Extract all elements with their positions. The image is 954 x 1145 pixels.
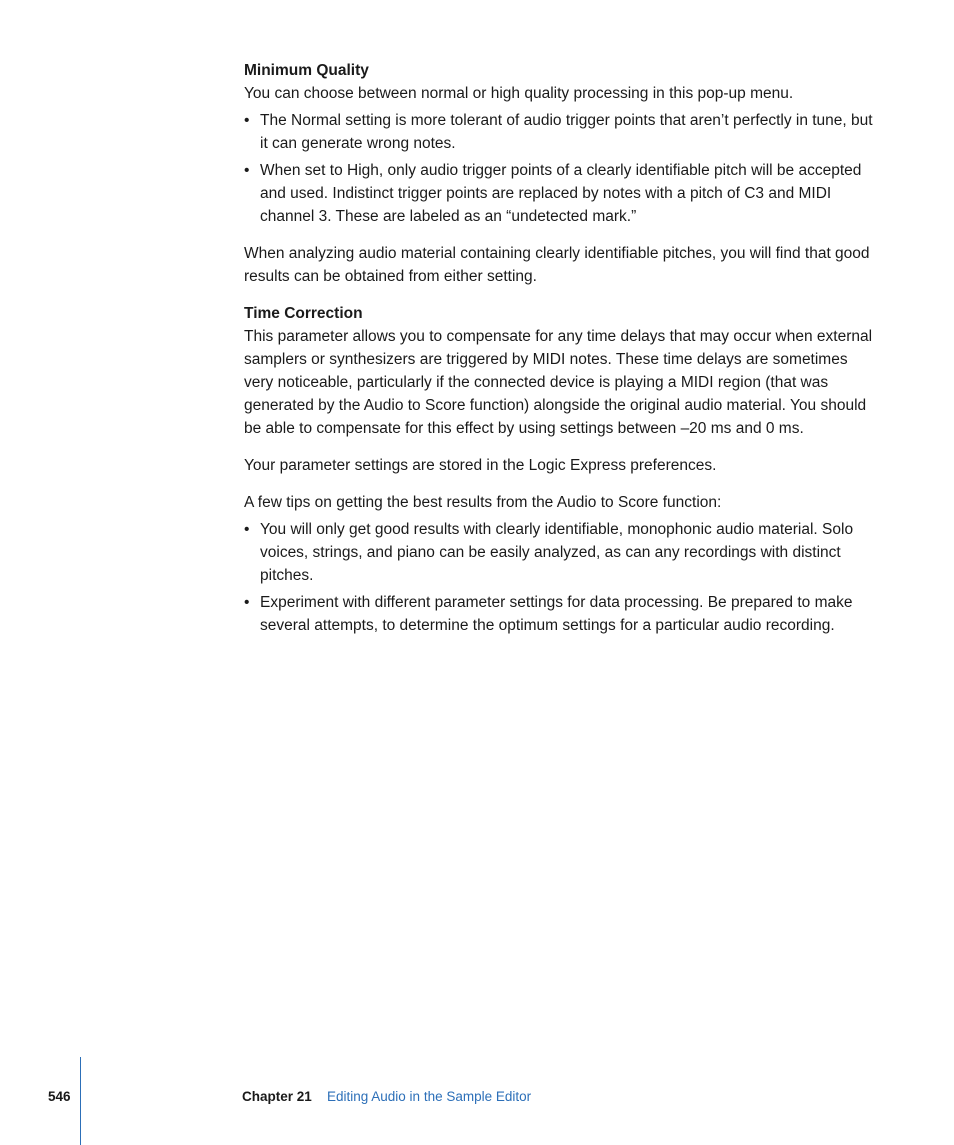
- footer-divider: [80, 1057, 81, 1145]
- list-item-text: You will only get good results with clearly identifiable, monophonic audio material. Solo voices, strings, and piano can be easily analyzed, as can any recordings with distinct pitches.: [260, 521, 854, 584]
- section-heading: Time Correction: [244, 305, 363, 322]
- chapter-label: Chapter 21: [242, 1089, 312, 1104]
- list-item: [244, 591, 874, 637]
- paragraph: A few tips on getting the best results from the Audio to Score function:: [244, 494, 722, 511]
- bullet-icon: •: [244, 162, 250, 179]
- section-minimum-quality: [244, 59, 874, 288]
- paragraph: Your parameter settings are stored in the Logic Express preferences.: [244, 457, 717, 474]
- list-item-text: Experiment with different parameter settings for data processing. Be prepared to make several attempts, to determine the optimum settings for a particular audio recording.: [260, 594, 853, 634]
- list-item-text: When set to High, only audio trigger points of a clearly identifiable pitch will be accepted and used. Indistinct trigger points are replaced by notes with a pitch of C3 and MIDI channel 3. These are labeled as an “undetected mark.”: [260, 162, 862, 225]
- bullet-list: [244, 518, 874, 637]
- section-time-correction: [244, 302, 874, 440]
- paragraph: When analyzing audio material containing clearly identifiable pitches, you will find that good results can be obtained from either setting.: [244, 245, 870, 285]
- list-item-text: The Normal setting is more tolerant of audio trigger points that aren’t perfectly in tune, but it can generate wrong notes.: [260, 112, 873, 152]
- page-number: 546: [48, 1089, 71, 1104]
- bullet-list: [244, 109, 874, 228]
- bullet-icon: •: [244, 112, 250, 129]
- list-item: [244, 159, 874, 228]
- chapter-title-link[interactable]: Editing Audio in the Sample Editor: [327, 1089, 532, 1104]
- bullet-icon: •: [244, 594, 250, 611]
- page-content: [244, 59, 874, 641]
- paragraph: This parameter allows you to compensate for any time delays that may occur when external samplers or synthesizers are triggered by MIDI notes. These time delays are sometimes very noticeable, particularly if the connected device is playing a MIDI region (that was generated by the Audio to Score function) alongside the original audio material. You should be able to compensate for this effect by using settings between –20 ms and 0 ms.: [244, 328, 873, 437]
- section-heading: Minimum Quality: [244, 62, 369, 79]
- section-tips: [244, 491, 874, 637]
- page-footer: [0, 1087, 954, 1145]
- paragraph: You can choose between normal or high quality processing in this pop-up menu.: [244, 85, 794, 102]
- list-item: [244, 518, 874, 587]
- list-item: [244, 109, 874, 155]
- bullet-icon: •: [244, 521, 250, 538]
